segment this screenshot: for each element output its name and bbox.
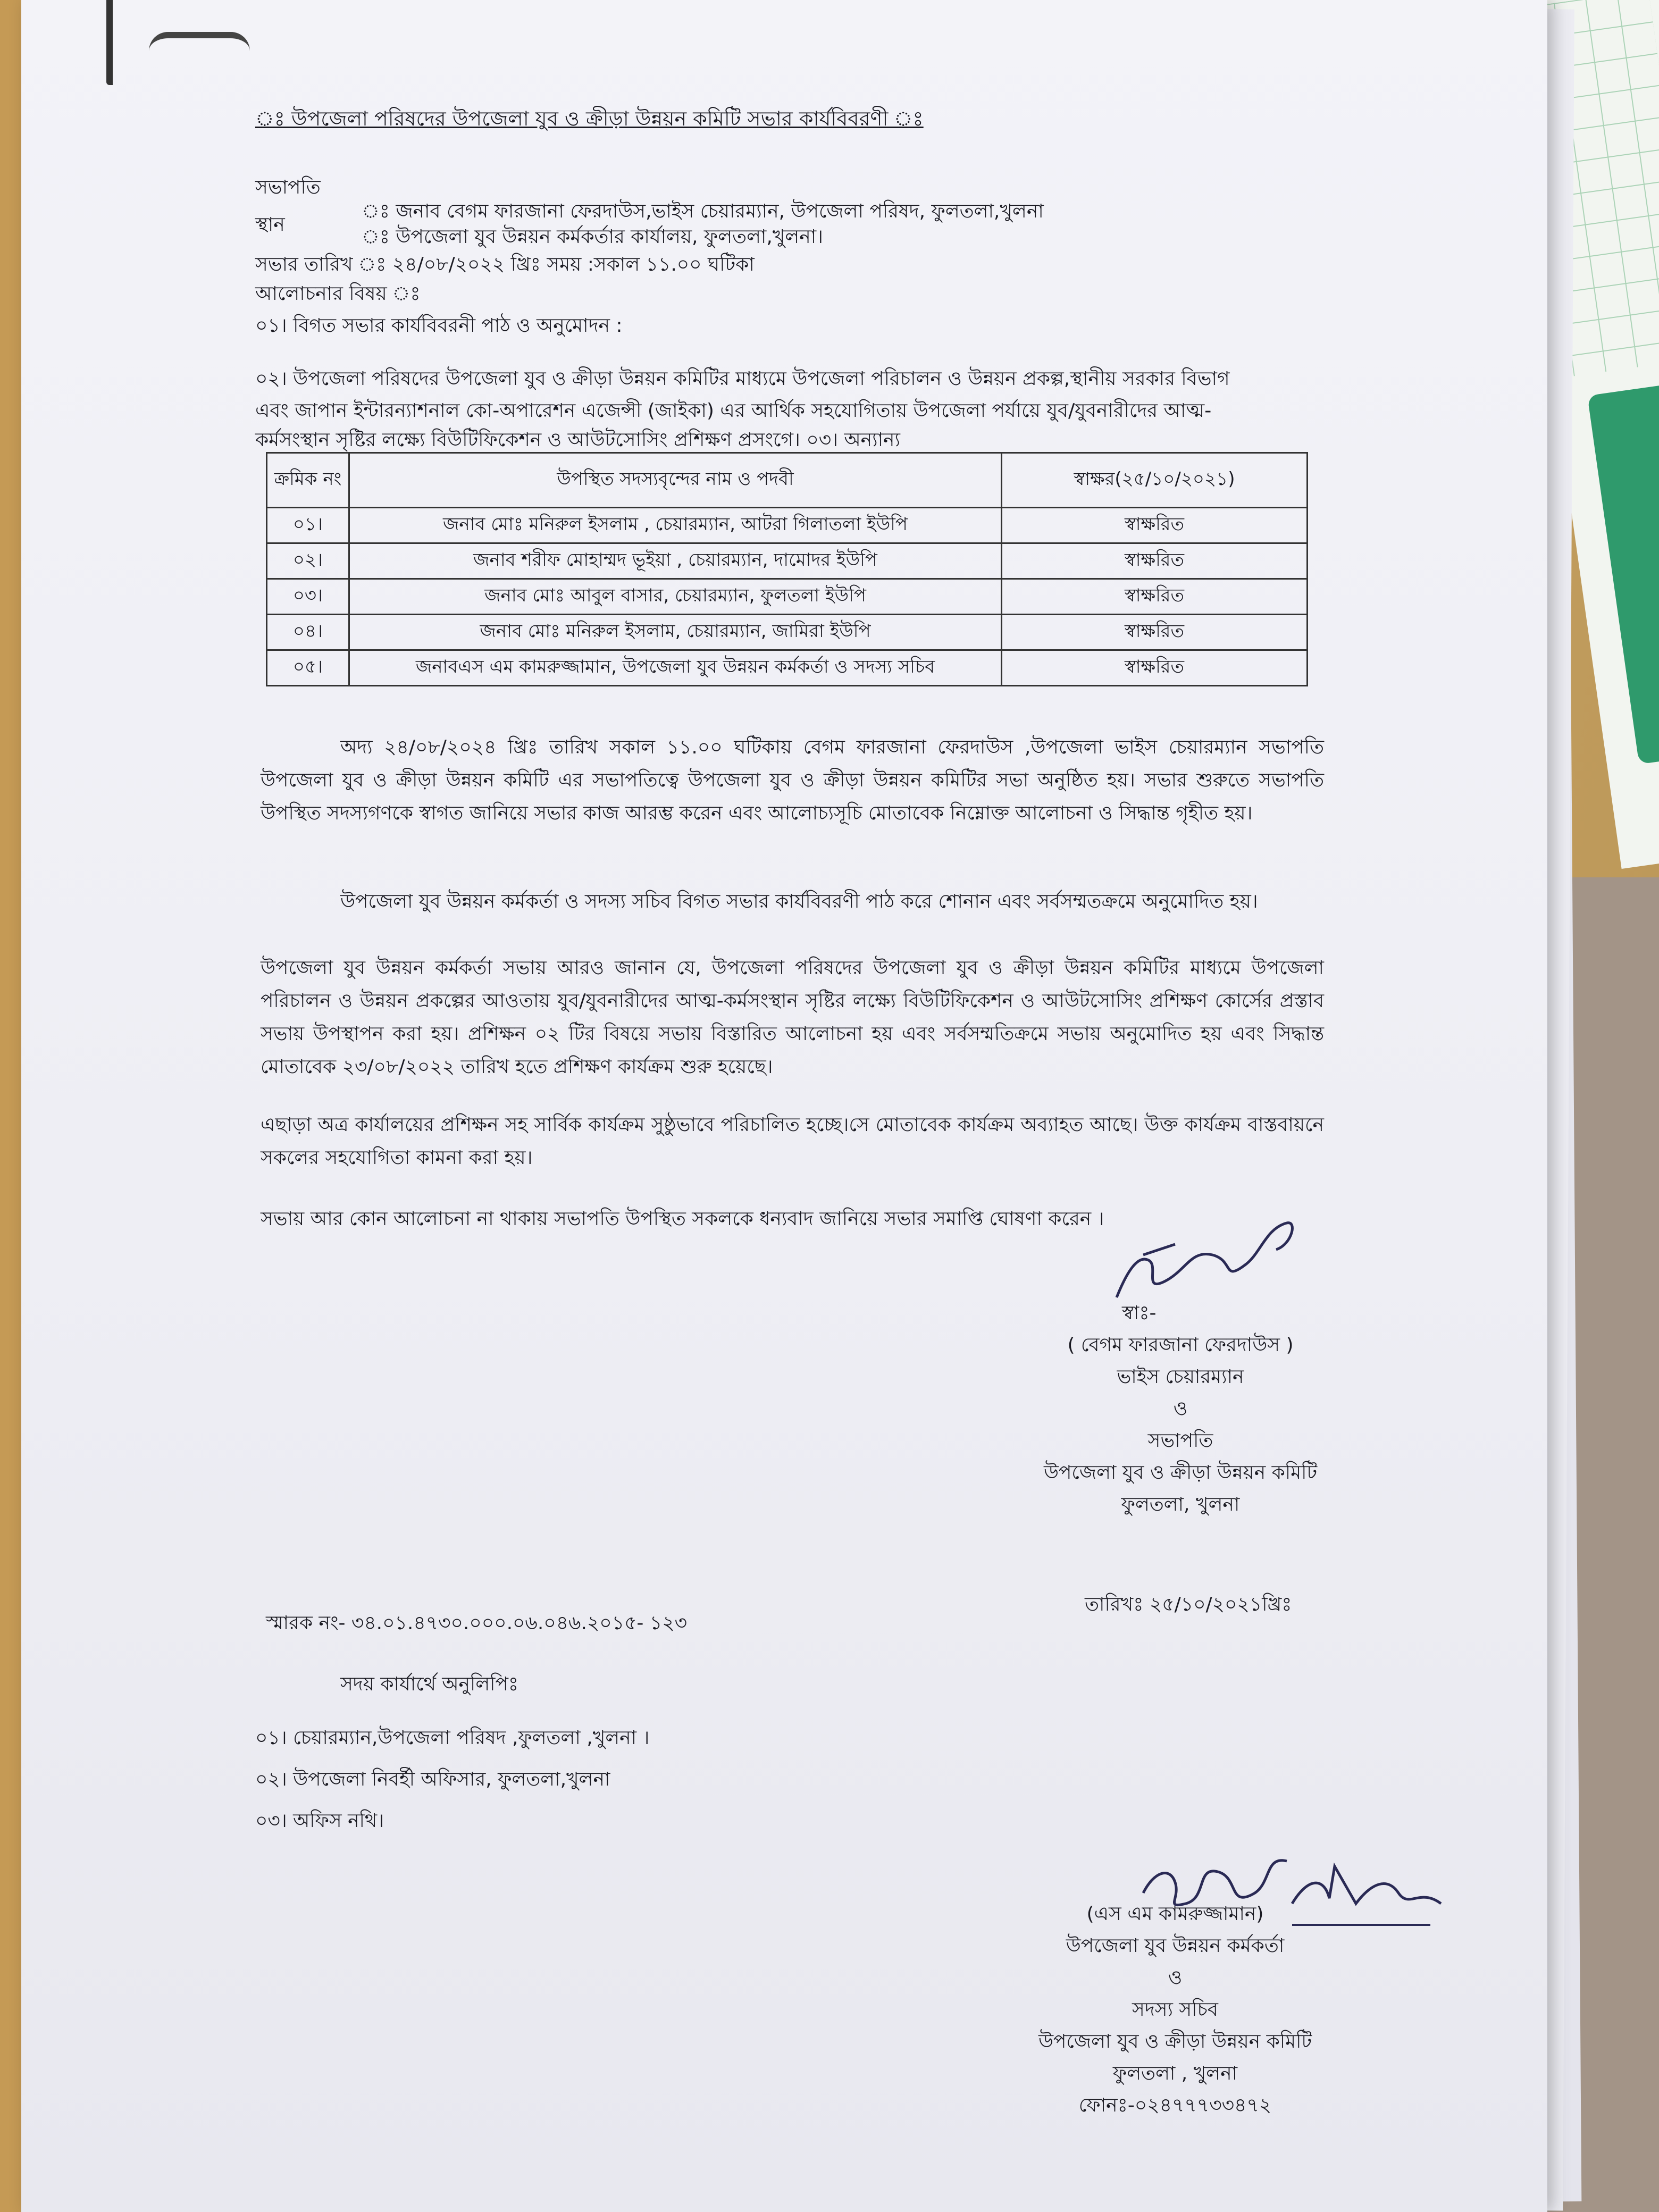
secretary-signature-block [1000,1898,1351,2122]
secretary-role: সদস্য সচিব [1132,1999,1218,2021]
row-sign: স্বাক্ষরিত [1002,543,1308,579]
memo-number: স্মারক নং- ৩৪.০১.৪৭৩০.০০০.০৬.০৪৬.২০১৫- ১২৩ [266,1612,688,1634]
row-serial: ০২। [267,543,349,579]
meeting-date: সভার তারিখ ঃ ২৪/০৮/২০২২ খ্রিঃ সময় :সকাল ১১.০০ ঘটিকা [255,254,755,275]
paragraph-activities: এছাড়া অত্র কার্যালয়ের প্রশিক্ষন সহ সার্বিক কার্যক্রম সুষ্ঠুভাবে পরিচালিত হচ্ছে।সে মোতাবেক কার্যক্রম অব্যাহত আছে। উক্ত কার্যক্রম বাস্তবায়নে সকলের সহযোগিতা কামনা করা হয়। [261,1114,1324,1169]
secretary-committee: উপজেলা যুব ও ক্রীড়া উন্নয়ন কমিটি [1038,2031,1312,2052]
table-row [267,579,1308,615]
table-row [267,615,1308,650]
secretary-phone: ফোনঃ-০২৪৭৭৭৩৩৪৭২ [1078,2094,1272,2116]
row-name: জনাব মোঃ মনিরুল ইসলাম , চেয়ারম্যান, আটরা গিলাতলা ইউপি [349,508,1002,543]
row-name: জনাব মোঃ আবুল বাসার, চেয়ারম্যান, ফুলতলা ইউপি [349,579,1002,615]
list-item: ০২। উপজেলা নিবর্হী অফিসার, ফুলতলা,খুলনা [255,1769,610,1790]
list-item: ০৩। অফিস নথি। [255,1810,384,1832]
agenda-item-2-cont: এবং জাপান ইন্টারন্যাশনাল কো-অপারেশন এজেন্সী (জাইকা) এর আর্থিক সহযোগিতায় উপজেলা পর্যায়ে যুব/যুবনারীদের আত্ম- [255,400,1212,422]
col-name: উপস্থিত সদস্যবৃন্দের নাম ও পদবী [349,453,1002,508]
col-serial: ক্রমিক নং [267,453,349,508]
row-sign: স্বাক্ষরিত [1002,650,1308,686]
chair-role: সভাপতি [1147,1430,1213,1452]
paragraph-closing: সভায় আর কোন আলোচনা না থাকায় সভাপতি উপস্থিত সকলকে ধন্যবাদ জানিয়ে সভার সমাপ্তি ঘোষণা করেন । [261,1208,1104,1230]
copies-list [255,1717,649,1842]
binder-clip [106,0,145,85]
signature-label: স্বাঃ- [1122,1302,1157,1324]
table-row [267,543,1308,579]
copies-heading: সদয় কার্যার্থে অনুলিপিঃ [340,1673,519,1695]
document-page [21,0,1547,2212]
chair-title: ভাইস চেয়ারম্যান [1117,1366,1244,1388]
chair-signature-block [1032,1297,1329,1521]
table-row [267,508,1308,543]
chair-committee: উপজেলা যুব ও ক্রীড়া উন্নয়ন কমিটি [1043,1462,1318,1484]
row-sign: স্বাক্ষরিত [1002,579,1308,615]
conjunction: ও [1173,1398,1188,1420]
chair-name: ( বেগম ফারজানা ফেরদাউস ) [1067,1334,1294,1356]
paragraph-opening: অদ্য ২৪/০৮/২০২৪ খ্রিঃ তারিখ সকাল ১১.০০ ঘটিকায় বেগম ফারজানা ফেরদাউস ,উপজেলা ভাইস চেয়ারম্যান সভাপতি উপজেলা যুব ও ক্রীড়া উন্নয়ন কমিটি এর সভাপতিত্বে উপজেলা যুব ও ক্রীড়া উন্নয়ন কমিটির সভা অনুষ্ঠিত হয়। সভার শুরুতে সভাপতি উপস্থিত সদস্যগণকে স্বাগত জানিয়ে সভার কাজ আরম্ভ করেন এবং আলোচ্যসূচি মোতাবেক নিম্নোক্ত আলোচনা ও সিদ্ধান্ত গৃহীত হয়। [261,736,1324,824]
agenda-label: আলোচনার বিষয় ঃ [255,283,421,305]
row-sign: স্বাক্ষরিত [1002,508,1308,543]
table-row [267,650,1308,686]
attendance-table [266,452,1308,686]
row-name: জনাবএস এম কামরুজ্জামান, উপজেলা যুব উন্নয়ন কর্মকর্তা ও সদস্য সচিব [349,650,1002,686]
binder-string [149,32,250,70]
row-serial: ০১। [267,508,349,543]
row-name: জনাব মোঃ মনিরুল ইসলাম, চেয়ারম্যান, জামিরা ইউপি [349,615,1002,650]
chair-location: ফুলতলা, খুলনা [1121,1494,1240,1515]
secretary-title: উপজেলা যুব উন্নয়ন কর্মকর্তা [1066,1935,1285,1957]
agenda-item-2: ০২। উপজেলা পরিষদের উপজেলা যুব ও ক্রীড়া উন্নয়ন কমিটির মাধ্যমে উপজেলা পরিচালন ও উন্নয়ন প্রকল্প,স্থানীয় সরকার বিভাগ [255,368,1230,390]
list-item: ০১। চেয়ারম্যান,উপজেলা পরিষদ ,ফুলতলা ,খুলনা । [255,1727,650,1749]
row-name: জনাব শরীফ মোহাম্মদ ভূইয়া , চেয়ারম্যান, দামোদর ইউপি [349,543,1002,579]
table-header-row [267,453,1308,508]
secretary-location: ফুলতলা , খুলনা [1112,2063,1238,2084]
paragraph-minutes-approval: উপজেলা যুব উন্নয়ন কর্মকর্তা ও সদস্য সচিব বিগত সভার কার্যবিবরণী পাঠ করে শোনান এবং সর্বসম্মতক্রমে অনুমোদিত হয়। [340,891,1258,912]
paragraph-training: উপজেলা যুব উন্নয়ন কর্মকর্তা সভায় আরও জানান যে, উপজেলা পরিষদের উপজেলা যুব ও ক্রীড়া উন্নয়ন কমিটির মাধ্যমে উপজেলা পরিচালন ও উন্নয়ন প্রকল্পের আওতায় যুব/যুবনারীদের আত্ম-কর্মসংস্থান সৃষ্টির লক্ষ্যে বিউটিফিকেশন ও আউটসোসিং প্রশিক্ষণ কোর্সের প্রস্তাব সভায় উপস্থাপন করা হয়। প্রশিক্ষন ০২ টির বিষয়ে সভায় বিস্তারিত আলোচনা হয় এবং সর্বসম্মতিক্রমে সভায় অনুমোদিত হয় এবং সিদ্ধান্ত মোতাবেক ২৩/০৮/২০২২ তারিখ হতে প্রশিক্ষণ কার্যক্রম শুরু হয়েছে। [261,957,1324,1078]
conjunction: ও [1168,1967,1183,1989]
place-value: ঃ উপজেলা যুব উন্নয়ন কর্মকর্তার কার্যালয়, ফুলতলা,খুলনা। [362,226,824,248]
memo-date: তারিখঃ ২৫/১০/২০২১খ্রিঃ [1085,1594,1292,1615]
row-serial: ০৪। [267,615,349,650]
chair-value: ঃ জনাব বেগম ফারজানা ফেরদাউস,ভাইস চেয়ারম্যান, উপজেলা পরিষদ, ফুলতলা,খুলনা [362,200,1044,222]
row-sign: স্বাক্ষরিত [1002,615,1308,650]
document-title: ঃ উপজেলা পরিষদের উপজেলা যুব ও ক্রীড়া উন্নয়ন কমিটি সভার কার্যবিবরণী ঃ [255,107,924,130]
agenda-item-1: ০১। বিগত সভার কার্যবিবরনী পাঠ ও অনুমোদন : [255,315,623,337]
col-sign: স্বাক্ষর(২৫/১০/২০২১) [1002,453,1308,508]
place-label: স্থান [255,214,285,236]
row-serial: ০৩। [267,579,349,615]
chair-label: সভাপতি [255,177,321,198]
agenda-item-2-cont: কর্মসংস্থান সৃষ্টির লক্ষ্যে বিউটিফিকেশন ও আউটসোসিং প্রশিক্ষণ প্রসংগে। ০৩। অন্যান্য [255,429,900,451]
row-serial: ০৫। [267,650,349,686]
secretary-name: (এস এম কামরুজ্জামান) [1086,1903,1264,1925]
